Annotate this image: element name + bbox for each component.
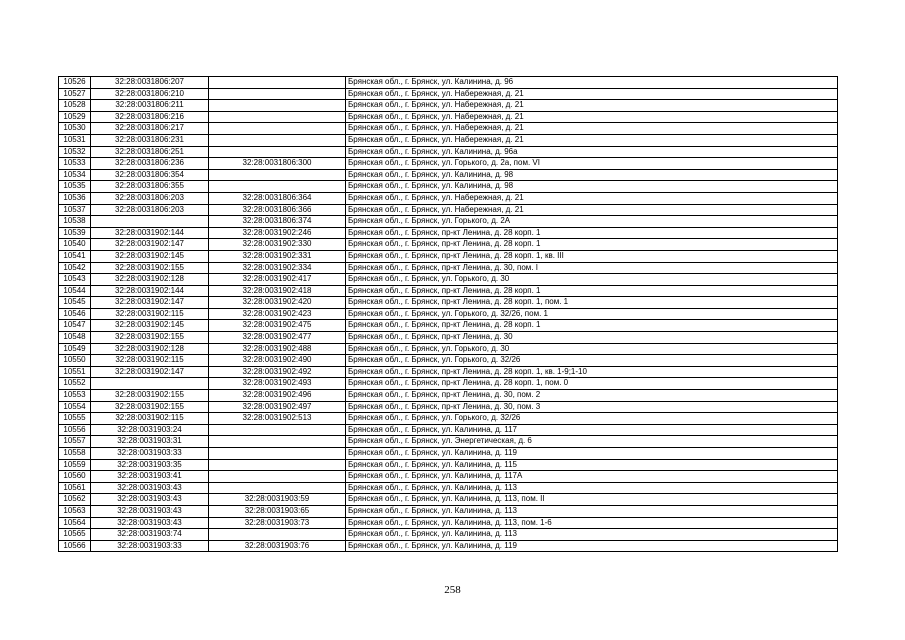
table-row bbox=[59, 494, 838, 506]
cadastral-number-cell: 32:28:0031902:155 bbox=[91, 390, 209, 402]
table-row bbox=[59, 436, 838, 448]
table-row bbox=[59, 320, 838, 332]
row-number-cell: 10564 bbox=[59, 517, 91, 529]
address-cell: Брянская обл., г. Брянск, пр-кт Ленина, д. 30, пом. 3 bbox=[346, 401, 838, 413]
row-number-cell: 10541 bbox=[59, 250, 91, 262]
cadastral-number-cell: 32:28:0031902:144 bbox=[91, 227, 209, 239]
cadastral-number-cell: 32:28:0031902:155 bbox=[91, 262, 209, 274]
premises-cadastral-number-cell: 32:28:0031902:493 bbox=[209, 378, 346, 390]
table-row bbox=[59, 192, 838, 204]
cadastral-number-cell: 32:28:0031902:115 bbox=[91, 355, 209, 367]
table-row bbox=[59, 169, 838, 181]
premises-cadastral-number-cell: 32:28:0031903:76 bbox=[209, 540, 346, 552]
address-cell: Брянская обл., г. Брянск, пр-кт Ленина, д. 28 корп. 1 bbox=[346, 285, 838, 297]
row-number-cell: 10538 bbox=[59, 216, 91, 228]
cadastral-number-cell: 32:28:0031902:128 bbox=[91, 274, 209, 286]
table-row bbox=[59, 146, 838, 158]
row-number-cell: 10562 bbox=[59, 494, 91, 506]
address-cell: Брянская обл., г. Брянск, ул. Набережная, д. 21 bbox=[346, 88, 838, 100]
row-number-cell: 10531 bbox=[59, 134, 91, 146]
table-row bbox=[59, 540, 838, 552]
address-cell: Брянская обл., г. Брянск, ул. Калинина, д. 119 bbox=[346, 540, 838, 552]
table-row bbox=[59, 378, 838, 390]
cadastral-number-cell: 32:28:0031806:216 bbox=[91, 111, 209, 123]
row-number-cell: 10549 bbox=[59, 343, 91, 355]
row-number-cell: 10548 bbox=[59, 332, 91, 344]
registry-table bbox=[58, 76, 838, 552]
premises-cadastral-number-cell bbox=[209, 146, 346, 158]
cadastral-number-cell: 32:28:0031806:203 bbox=[91, 192, 209, 204]
premises-cadastral-number-cell: 32:28:0031902:331 bbox=[209, 250, 346, 262]
address-cell: Брянская обл., г. Брянск, пр-кт Ленина, д. 28 корп. 1 bbox=[346, 239, 838, 251]
cadastral-number-cell: 32:28:0031806:217 bbox=[91, 123, 209, 135]
address-cell: Брянская обл., г. Брянск, ул. Калинина, д. 117 bbox=[346, 424, 838, 436]
premises-cadastral-number-cell: 32:28:0031902:334 bbox=[209, 262, 346, 274]
table-row bbox=[59, 297, 838, 309]
table-row bbox=[59, 482, 838, 494]
row-number-cell: 10543 bbox=[59, 274, 91, 286]
row-number-cell: 10544 bbox=[59, 285, 91, 297]
table-row bbox=[59, 366, 838, 378]
row-number-cell: 10532 bbox=[59, 146, 91, 158]
premises-cadastral-number-cell: 32:28:0031902:420 bbox=[209, 297, 346, 309]
address-cell: Брянская обл., г. Брянск, пр-кт Ленина, д. 30, пом. 2 bbox=[346, 390, 838, 402]
premises-cadastral-number-cell: 32:28:0031902:497 bbox=[209, 401, 346, 413]
table-row bbox=[59, 134, 838, 146]
address-cell: Брянская обл., г. Брянск, пр-кт Ленина, д. 28 корп. 1 bbox=[346, 320, 838, 332]
cadastral-number-cell: 32:28:0031903:33 bbox=[91, 448, 209, 460]
row-number-cell: 10551 bbox=[59, 366, 91, 378]
premises-cadastral-number-cell: 32:28:0031902:490 bbox=[209, 355, 346, 367]
address-cell: Брянская обл., г. Брянск, ул. Калинина, д. 115 bbox=[346, 459, 838, 471]
premises-cadastral-number-cell bbox=[209, 448, 346, 460]
premises-cadastral-number-cell bbox=[209, 424, 346, 436]
row-number-cell: 10545 bbox=[59, 297, 91, 309]
cadastral-number-cell: 32:28:0031902:145 bbox=[91, 250, 209, 262]
premises-cadastral-number-cell bbox=[209, 88, 346, 100]
address-cell: Брянская обл., г. Брянск, пр-кт Ленина, д. 28 корп. 1, пом. 1 bbox=[346, 297, 838, 309]
cadastral-number-cell: 32:28:0031806:354 bbox=[91, 169, 209, 181]
table-row bbox=[59, 227, 838, 239]
premises-cadastral-number-cell: 32:28:0031903:65 bbox=[209, 505, 346, 517]
cadastral-number-cell: 32:28:0031806:210 bbox=[91, 88, 209, 100]
premises-cadastral-number-cell: 32:28:0031806:374 bbox=[209, 216, 346, 228]
table-row bbox=[59, 355, 838, 367]
row-number-cell: 10527 bbox=[59, 88, 91, 100]
table-row bbox=[59, 100, 838, 112]
row-number-cell: 10547 bbox=[59, 320, 91, 332]
row-number-cell: 10566 bbox=[59, 540, 91, 552]
premises-cadastral-number-cell: 32:28:0031806:366 bbox=[209, 204, 346, 216]
cadastral-number-cell: 32:28:0031806:251 bbox=[91, 146, 209, 158]
table-row bbox=[59, 517, 838, 529]
premises-cadastral-number-cell: 32:28:0031902:246 bbox=[209, 227, 346, 239]
cadastral-number-cell: 32:28:0031903:43 bbox=[91, 505, 209, 517]
address-cell: Брянская обл., г. Брянск, ул. Набережная, д. 21 bbox=[346, 100, 838, 112]
row-number-cell: 10542 bbox=[59, 262, 91, 274]
premises-cadastral-number-cell: 32:28:0031902:417 bbox=[209, 274, 346, 286]
address-cell: Брянская обл., г. Брянск, ул. Калинина, д. 98 bbox=[346, 181, 838, 193]
premises-cadastral-number-cell bbox=[209, 134, 346, 146]
row-number-cell: 10553 bbox=[59, 390, 91, 402]
cadastral-number-cell: 32:28:0031902:147 bbox=[91, 239, 209, 251]
row-number-cell: 10563 bbox=[59, 505, 91, 517]
premises-cadastral-number-cell bbox=[209, 181, 346, 193]
row-number-cell: 10557 bbox=[59, 436, 91, 448]
address-cell: Брянская обл., г. Брянск, ул. Горького, д. 2а, пом. VI bbox=[346, 158, 838, 170]
cadastral-number-cell: 32:28:0031806:211 bbox=[91, 100, 209, 112]
address-cell: Брянская обл., г. Брянск, ул. Энергетическая, д. 6 bbox=[346, 436, 838, 448]
cadastral-number-cell: 32:28:0031902:115 bbox=[91, 308, 209, 320]
premises-cadastral-number-cell: 32:28:0031902:488 bbox=[209, 343, 346, 355]
address-cell: Брянская обл., г. Брянск, ул. Набережная, д. 21 bbox=[346, 111, 838, 123]
premises-cadastral-number-cell: 32:28:0031902:492 bbox=[209, 366, 346, 378]
address-cell: Брянская обл., г. Брянск, пр-кт Ленина, д. 30 bbox=[346, 332, 838, 344]
table-row bbox=[59, 285, 838, 297]
premises-cadastral-number-cell: 32:28:0031806:364 bbox=[209, 192, 346, 204]
address-cell: Брянская обл., г. Брянск, ул. Калинина, д. 117А bbox=[346, 471, 838, 483]
table-row bbox=[59, 111, 838, 123]
cadastral-number-cell: 32:28:0031902:155 bbox=[91, 332, 209, 344]
table-row bbox=[59, 274, 838, 286]
table-row bbox=[59, 459, 838, 471]
table-row bbox=[59, 343, 838, 355]
table-row bbox=[59, 413, 838, 425]
premises-cadastral-number-cell bbox=[209, 482, 346, 494]
address-cell: Брянская обл., г. Брянск, пр-кт Ленина, д. 28 корп. 1, кв. III bbox=[346, 250, 838, 262]
address-cell: Брянская обл., г. Брянск, ул. Калинина, д. 96 bbox=[346, 77, 838, 89]
registry-table-body bbox=[59, 77, 838, 552]
row-number-cell: 10540 bbox=[59, 239, 91, 251]
table-row bbox=[59, 158, 838, 170]
row-number-cell: 10533 bbox=[59, 158, 91, 170]
table-row bbox=[59, 471, 838, 483]
premises-cadastral-number-cell bbox=[209, 111, 346, 123]
premises-cadastral-number-cell: 32:28:0031902:496 bbox=[209, 390, 346, 402]
address-cell: Брянская обл., г. Брянск, ул. Набережная, д. 21 bbox=[346, 192, 838, 204]
row-number-cell: 10559 bbox=[59, 459, 91, 471]
row-number-cell: 10528 bbox=[59, 100, 91, 112]
premises-cadastral-number-cell: 32:28:0031806:300 bbox=[209, 158, 346, 170]
cadastral-number-cell: 32:28:0031902:147 bbox=[91, 297, 209, 309]
premises-cadastral-number-cell: 32:28:0031902:418 bbox=[209, 285, 346, 297]
row-number-cell: 10539 bbox=[59, 227, 91, 239]
premises-cadastral-number-cell bbox=[209, 169, 346, 181]
row-number-cell: 10546 bbox=[59, 308, 91, 320]
table-row bbox=[59, 390, 838, 402]
table-row bbox=[59, 529, 838, 541]
cadastral-number-cell: 32:28:0031903:33 bbox=[91, 540, 209, 552]
cadastral-number-cell: 32:28:0031903:43 bbox=[91, 494, 209, 506]
premises-cadastral-number-cell bbox=[209, 471, 346, 483]
address-cell: Брянская обл., г. Брянск, ул. Горького, д. 32/26, пом. 1 bbox=[346, 308, 838, 320]
address-cell: Брянская обл., г. Брянск, ул. Калинина, д. 113, пом. 1-6 bbox=[346, 517, 838, 529]
row-number-cell: 10529 bbox=[59, 111, 91, 123]
premises-cadastral-number-cell: 32:28:0031902:477 bbox=[209, 332, 346, 344]
table-row bbox=[59, 181, 838, 193]
cadastral-number-cell bbox=[91, 216, 209, 228]
cadastral-number-cell: 32:28:0031902:128 bbox=[91, 343, 209, 355]
table-row bbox=[59, 123, 838, 135]
premises-cadastral-number-cell: 32:28:0031903:59 bbox=[209, 494, 346, 506]
table-row bbox=[59, 77, 838, 89]
row-number-cell: 10526 bbox=[59, 77, 91, 89]
address-cell: Брянская обл., г. Брянск, ул. Калинина, д. 113 bbox=[346, 482, 838, 494]
address-cell: Брянская обл., г. Брянск, ул. Калинина, д. 119 bbox=[346, 448, 838, 460]
cadastral-number-cell: 32:28:0031903:41 bbox=[91, 471, 209, 483]
row-number-cell: 10555 bbox=[59, 413, 91, 425]
cadastral-number-cell: 32:28:0031806:231 bbox=[91, 134, 209, 146]
cadastral-number-cell: 32:28:0031902:144 bbox=[91, 285, 209, 297]
premises-cadastral-number-cell bbox=[209, 77, 346, 89]
table-row bbox=[59, 262, 838, 274]
table-row bbox=[59, 308, 838, 320]
cadastral-number-cell: 32:28:0031903:35 bbox=[91, 459, 209, 471]
row-number-cell: 10550 bbox=[59, 355, 91, 367]
premises-cadastral-number-cell: 32:28:0031903:73 bbox=[209, 517, 346, 529]
cadastral-number-cell: 32:28:0031806:203 bbox=[91, 204, 209, 216]
premises-cadastral-number-cell: 32:28:0031902:330 bbox=[209, 239, 346, 251]
address-cell: Брянская обл., г. Брянск, ул. Горького, д. 32/26 bbox=[346, 355, 838, 367]
cadastral-number-cell: 32:28:0031806:355 bbox=[91, 181, 209, 193]
table-row bbox=[59, 204, 838, 216]
cadastral-number-cell: 32:28:0031903:43 bbox=[91, 482, 209, 494]
address-cell: Брянская обл., г. Брянск, ул. Горького, д. 32/26 bbox=[346, 413, 838, 425]
cadastral-number-cell: 32:28:0031902:155 bbox=[91, 401, 209, 413]
table-row bbox=[59, 216, 838, 228]
cadastral-number-cell: 32:28:0031902:147 bbox=[91, 366, 209, 378]
table-row bbox=[59, 424, 838, 436]
premises-cadastral-number-cell bbox=[209, 436, 346, 448]
cadastral-number-cell: 32:28:0031806:236 bbox=[91, 158, 209, 170]
address-cell: Брянская обл., г. Брянск, ул. Калинина, д. 113, пом. II bbox=[346, 494, 838, 506]
row-number-cell: 10556 bbox=[59, 424, 91, 436]
address-cell: Брянская обл., г. Брянск, пр-кт Ленина, д. 28 корп. 1 bbox=[346, 227, 838, 239]
premises-cadastral-number-cell: 32:28:0031902:475 bbox=[209, 320, 346, 332]
address-cell: Брянская обл., г. Брянск, ул. Горького, д. 30 bbox=[346, 343, 838, 355]
cadastral-number-cell: 32:28:0031903:74 bbox=[91, 529, 209, 541]
row-number-cell: 10530 bbox=[59, 123, 91, 135]
cadastral-number-cell: 32:28:0031903:24 bbox=[91, 424, 209, 436]
row-number-cell: 10565 bbox=[59, 529, 91, 541]
row-number-cell: 10535 bbox=[59, 181, 91, 193]
address-cell: Брянская обл., г. Брянск, ул. Горького, д. 2А bbox=[346, 216, 838, 228]
premises-cadastral-number-cell bbox=[209, 123, 346, 135]
cadastral-number-cell: 32:28:0031903:31 bbox=[91, 436, 209, 448]
row-number-cell: 10552 bbox=[59, 378, 91, 390]
address-cell: Брянская обл., г. Брянск, ул. Набережная, д. 21 bbox=[346, 204, 838, 216]
premises-cadastral-number-cell: 32:28:0031902:513 bbox=[209, 413, 346, 425]
cadastral-number-cell: 32:28:0031902:145 bbox=[91, 320, 209, 332]
table-row bbox=[59, 448, 838, 460]
premises-cadastral-number-cell bbox=[209, 100, 346, 112]
table-row bbox=[59, 401, 838, 413]
premises-cadastral-number-cell: 32:28:0031902:423 bbox=[209, 308, 346, 320]
page-number: 258 bbox=[444, 584, 461, 596]
address-cell: Брянская обл., г. Брянск, ул. Калинина, д. 113 bbox=[346, 529, 838, 541]
address-cell: Брянская обл., г. Брянск, ул. Калинина, д. 98 bbox=[346, 169, 838, 181]
row-number-cell: 10534 bbox=[59, 169, 91, 181]
row-number-cell: 10554 bbox=[59, 401, 91, 413]
address-cell: Брянская обл., г. Брянск, пр-кт Ленина, д. 28 корп. 1, кв. 1-9;1-10 bbox=[346, 366, 838, 378]
address-cell: Брянская обл., г. Брянск, пр-кт Ленина, д. 30, пом. I bbox=[346, 262, 838, 274]
cadastral-number-cell bbox=[91, 378, 209, 390]
table-row bbox=[59, 332, 838, 344]
table-row bbox=[59, 239, 838, 251]
row-number-cell: 10560 bbox=[59, 471, 91, 483]
address-cell: Брянская обл., г. Брянск, ул. Набережная, д. 21 bbox=[346, 123, 838, 135]
address-cell: Брянская обл., г. Брянск, ул. Набережная, д. 21 bbox=[346, 134, 838, 146]
row-number-cell: 10537 bbox=[59, 204, 91, 216]
address-cell: Брянская обл., г. Брянск, ул. Калинина, д. 113 bbox=[346, 505, 838, 517]
cadastral-number-cell: 32:28:0031806:207 bbox=[91, 77, 209, 89]
address-cell: Брянская обл., г. Брянск, пр-кт Ленина, д. 28 корп. 1, пом. 0 bbox=[346, 378, 838, 390]
address-cell: Брянская обл., г. Брянск, ул. Горького, д. 30 bbox=[346, 274, 838, 286]
cadastral-number-cell: 32:28:0031903:43 bbox=[91, 517, 209, 529]
table-row bbox=[59, 250, 838, 262]
row-number-cell: 10536 bbox=[59, 192, 91, 204]
premises-cadastral-number-cell bbox=[209, 459, 346, 471]
table-row bbox=[59, 88, 838, 100]
table-row bbox=[59, 505, 838, 517]
cadastral-number-cell: 32:28:0031902:115 bbox=[91, 413, 209, 425]
row-number-cell: 10558 bbox=[59, 448, 91, 460]
premises-cadastral-number-cell bbox=[209, 529, 346, 541]
row-number-cell: 10561 bbox=[59, 482, 91, 494]
address-cell: Брянская обл., г. Брянск, ул. Калинина, д. 96а bbox=[346, 146, 838, 158]
